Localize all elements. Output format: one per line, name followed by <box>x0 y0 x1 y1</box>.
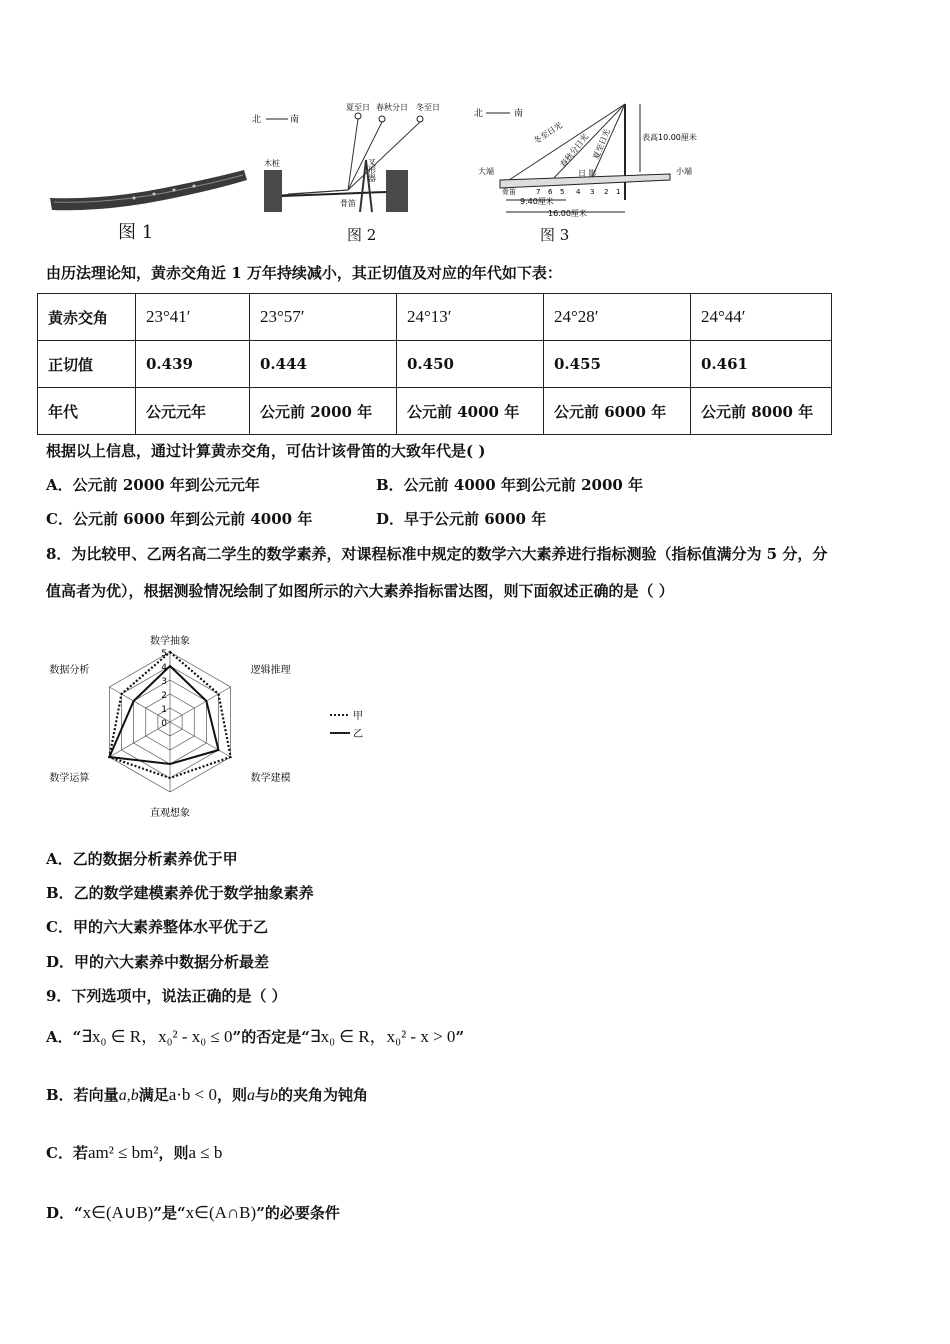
table-cell: 0.439 <box>136 341 250 388</box>
svg-text:春秋分日: 春秋分日 <box>376 103 408 112</box>
svg-text:夏至日: 夏至日 <box>346 103 370 112</box>
text: 的夹角为钝角 <box>278 1086 369 1104</box>
table-cell: 0.444 <box>250 341 397 388</box>
table-cell: 公元元年 <box>136 388 250 435</box>
svg-text:2: 2 <box>604 188 609 196</box>
svg-text:大端: 大端 <box>478 167 494 176</box>
figure-3-diagram <box>470 100 720 218</box>
figure-3-caption: 图 3 <box>540 226 570 244</box>
q9-option-d: D．“x∈(A∪B)”是“x∈(A∩B)”的必要条件 <box>46 1203 340 1222</box>
svg-text:南: 南 <box>514 109 524 119</box>
table-cell: 公元前 4000 年 <box>397 388 544 435</box>
svg-text:小端: 小端 <box>676 167 692 176</box>
scale-tick-label: 3 <box>161 677 167 687</box>
axis-label: 数学抽象 <box>150 636 190 647</box>
text: 满足 <box>138 1086 169 1104</box>
formula: a·b < 0 <box>168 1085 217 1104</box>
figure-1-caption: 图 1 <box>118 222 154 243</box>
table-cell: 24°13′ <box>397 294 544 341</box>
axis-label: 数学运算 <box>49 773 90 784</box>
figure-2-caption: 图 2 <box>347 226 377 244</box>
formula: am² ≤ bm² <box>87 1143 159 1162</box>
q7-option-a: A．公元前 2000 年到公元元年 <box>46 476 260 494</box>
axis-label: 数学建模 <box>250 773 291 784</box>
table-cell: 0.455 <box>544 341 691 388</box>
q8-option-d: D．甲的六大素养中数据分析最差 <box>46 953 270 971</box>
scale-tick-label: 0 <box>161 719 167 729</box>
formula: a ≤ b <box>188 1143 223 1162</box>
svg-text:骨笛: 骨笛 <box>340 199 356 208</box>
table-cell: 23°41′ <box>136 294 250 341</box>
svg-text:木桩: 木桩 <box>264 159 280 168</box>
svg-text:骨笛: 骨笛 <box>502 188 516 196</box>
scale-tick-label: 1 <box>161 705 167 715</box>
q8-question-line1: 8．为比较甲、乙两名高二学生的数学素养，对课程标准中规定的数学六大素养进行指标测验（指标值满分为 5 分，分 <box>46 545 828 563</box>
scale-tick-label: 5 <box>161 649 167 659</box>
figure-2-diagram <box>248 100 448 218</box>
text: 的必要条件 <box>264 1204 340 1222</box>
q9-option-b <box>46 1084 368 1105</box>
svg-text:6: 6 <box>548 188 553 196</box>
q7-option-d: D．早于公元前 6000 年 <box>376 510 547 528</box>
legend-label-jia: 甲 <box>353 711 363 722</box>
q9-option-c <box>46 1142 222 1163</box>
svg-text:叉形器: 叉形器 <box>367 158 377 182</box>
svg-text:春秋分日光: 春秋分日光 <box>558 132 591 170</box>
svg-text:北: 北 <box>474 109 484 119</box>
table-cell: 0.450 <box>397 341 544 388</box>
formula: b <box>270 1087 279 1104</box>
svg-text:北: 北 <box>252 115 262 125</box>
text: 与 <box>255 1086 271 1104</box>
formula: a <box>247 1087 256 1104</box>
text: 是 <box>162 1204 178 1222</box>
row-label: 正切值 <box>38 341 136 388</box>
formula: a,b <box>118 1087 139 1104</box>
svg-text:夏至日光: 夏至日光 <box>591 127 612 161</box>
svg-text:1: 1 <box>616 188 621 196</box>
axis-line <box>170 687 231 722</box>
text: 的否定是 <box>241 1028 302 1046</box>
svg-text:表高10.00厘米: 表高10.00厘米 <box>642 133 697 142</box>
figure-1-bone-flute <box>44 160 254 220</box>
option-label: C．若 <box>46 1144 88 1162</box>
q7-option-c: C．公元前 6000 年到公元前 4000 年 <box>46 510 313 528</box>
svg-text:7: 7 <box>536 188 541 196</box>
radar-legend <box>330 710 363 740</box>
option-label: D． <box>46 1204 75 1222</box>
text: ，则 <box>217 1086 248 1104</box>
obliquity-table <box>37 293 832 435</box>
q8-question-line2: 值高者为优），根据测验情况绘制了如图所示的六大素养指标雷达图，则下面叙述正确的是（ ） <box>46 582 674 600</box>
scale-tick-label: 4 <box>161 663 167 673</box>
radar-axes <box>109 649 230 792</box>
q7-question: 根据以上信息，通过计算黄赤交角，可估计该骨笛的大致年代是( ) <box>46 442 486 460</box>
intro-text: 由历法理论知，黄赤交角近 1 万年持续减小，其正切值及对应的年代如下表： <box>46 264 562 282</box>
axis-label: 直观想象 <box>150 808 190 819</box>
axis-label: 数据分析 <box>49 665 90 676</box>
option-label: A． <box>46 1028 73 1046</box>
svg-text:冬至日: 冬至日 <box>416 103 440 112</box>
svg-text:4: 4 <box>576 188 581 196</box>
legend-label-yi: 乙 <box>353 729 363 740</box>
q7-option-b: B．公元前 4000 年到公元前 2000 年 <box>376 476 644 494</box>
formula: ∃x₀ ∈ R，x₀² - x > 0 <box>309 1027 456 1046</box>
table-cell: 0.461 <box>691 341 832 388</box>
formula: x∈(A∩B) <box>185 1203 257 1222</box>
svg-text:3: 3 <box>590 188 595 196</box>
row-label: 黄赤交角 <box>38 294 136 341</box>
table-cell: 公元前 2000 年 <box>250 388 397 435</box>
text: ，则 <box>158 1144 189 1162</box>
table-cell: 23°57′ <box>250 294 397 341</box>
scale-tick-label: 2 <box>161 691 167 701</box>
axis-label: 逻辑推理 <box>250 665 291 676</box>
svg-text:9.40厘米: 9.40厘米 <box>520 197 554 206</box>
q9-question: 9．下列选项中，说法正确的是（ ） <box>46 987 287 1005</box>
svg-text:5: 5 <box>560 188 565 196</box>
option-label: B．若向量 <box>46 1086 119 1104</box>
formula: x∈(A∪B) <box>82 1203 154 1222</box>
q8-option-a: A．乙的数据分析素养优于甲 <box>46 850 238 868</box>
table-cell: 24°28′ <box>544 294 691 341</box>
row-label: 年代 <box>38 388 136 435</box>
radar-chart <box>40 612 380 827</box>
svg-text:冬至日光: 冬至日光 <box>532 120 564 146</box>
table-row <box>38 294 832 341</box>
axis-line <box>170 722 231 757</box>
table-row <box>38 388 832 435</box>
q9-option-a: A．“∃x₀ ∈ R，x₀² - x₀ ≤ 0”的否定是“∃x₀ ∈ R，x₀² - x > 0” <box>46 1027 465 1046</box>
q8-option-b: B．乙的数学建模素养优于数学抽象素养 <box>46 884 314 902</box>
table-cell: 公元前 6000 年 <box>544 388 691 435</box>
table-cell: 24°44′ <box>691 294 832 341</box>
q8-option-c: C．甲的六大素养整体水平优于乙 <box>46 918 268 936</box>
formula: ∃x₀ ∈ R，x₀² - x₀ ≤ 0 <box>81 1027 233 1046</box>
table-cell: 公元前 8000 年 <box>691 388 832 435</box>
svg-text:16.00厘米: 16.00厘米 <box>548 209 587 218</box>
svg-text:南: 南 <box>290 115 300 125</box>
svg-text:日 影: 日 影 <box>578 169 597 178</box>
table-row <box>38 341 832 388</box>
